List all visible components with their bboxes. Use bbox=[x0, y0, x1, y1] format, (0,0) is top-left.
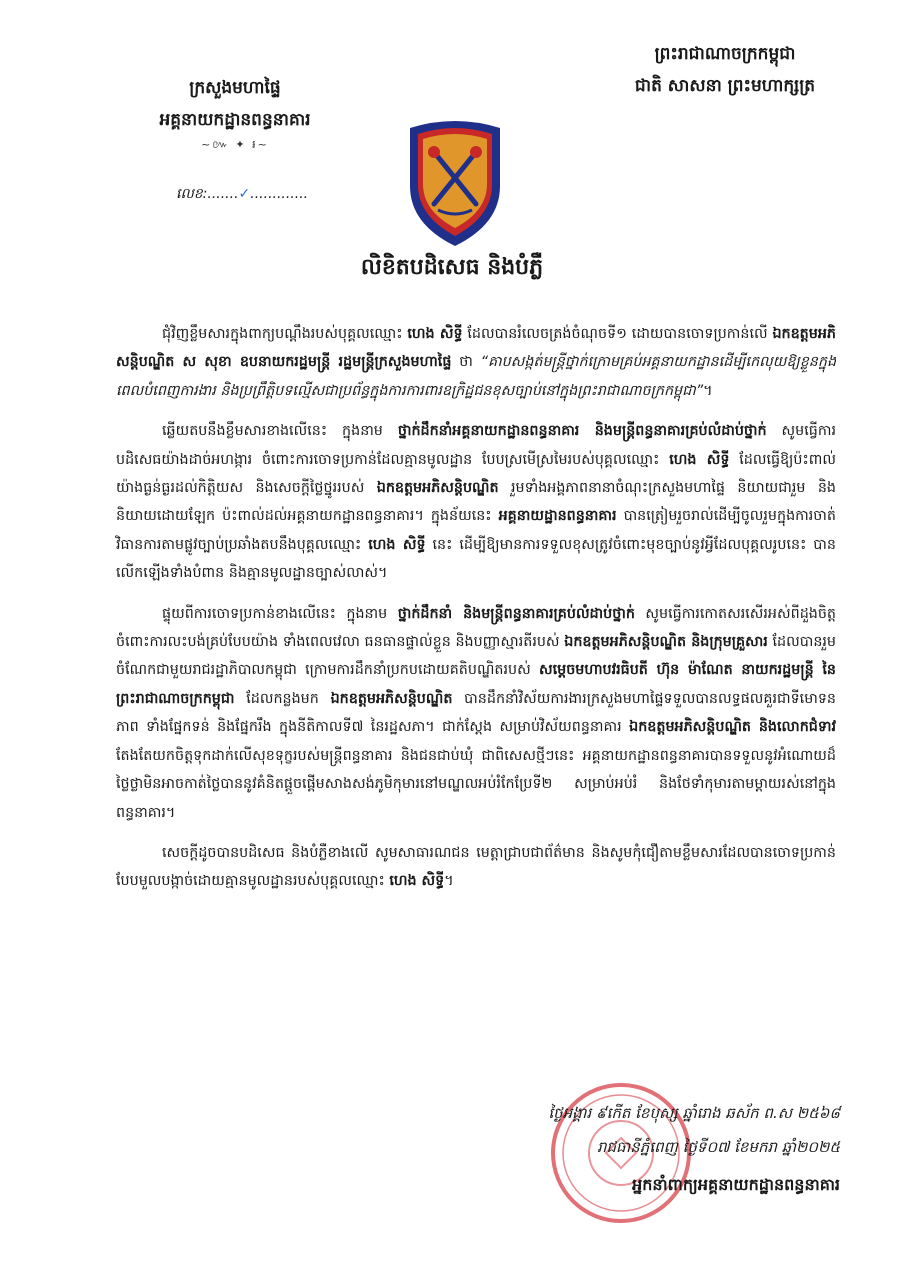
emphasized-text: ឯកឧត្តមអភិសន្តិបណ្ឌិត និងក្រុមគ្រួសារ bbox=[564, 634, 768, 651]
text-run: សូមធ្វើការកោតសរសើរអស់ពីដួងចិត្តចំពោះការលះបង់គ្រប់បែបយ៉ាង ទាំងពេលវេលា ធនធានផ្ទាល់ខ្លួន និងបញ្ញាស្មារតីរបស់ bbox=[116, 605, 836, 651]
text-run: ។ bbox=[444, 873, 454, 890]
prison-department-emblem bbox=[396, 112, 514, 252]
body-paragraph bbox=[116, 600, 836, 827]
emphasized-text: ឯកឧត្តមអភិសន្តិបណ្ឌិត bbox=[376, 480, 499, 497]
text-run: បានត្រៀមរួចរាល់ដើម្បីចូលរួមក្នុងការចាត់វិធានការតាមផ្លូវច្បាប់ប្រឆាំងតបនឹងបុគ្គលឈ្មោះ bbox=[116, 508, 836, 553]
text-run: ដែលបានរំលេចត្រង់ចំណុចទី១ ដោយបានចោទប្រកាន់លើ bbox=[462, 326, 773, 342]
text-run: ដែលបានរួមចំណែកជាមួយរាជរដ្ឋាភិបាលកម្ពុជា ក្រោមការដឹកនាំប្រកបដោយគតិបណ្ឌិតរបស់ bbox=[116, 634, 837, 679]
quoted-text: “គាបសង្កត់មន្ត្រីថ្នាក់ក្រោមគ្រប់អគ្គនាយកដ្ឋានដើម្បីកេលុយឱ្យខ្លួនក្នុងពេលបំពេញការងារ និងប្រព្រឹត្តិបទល្មើសជាប្រព័ន្ធក្នុងការការពារឧក្រិដ្ឋជនខុសច្បាប់នៅក្នុងព្រះរាជាណាចក្រកម្ពុជា” bbox=[116, 354, 837, 399]
text-run: ថា bbox=[451, 354, 481, 371]
check-mark-icon: ✓ bbox=[238, 186, 251, 202]
ref-label: លេខ:....... bbox=[176, 186, 239, 202]
emphasized-text: ហេង សិទ្ធី bbox=[669, 451, 730, 468]
text-run: ដែលកន្លងមក bbox=[234, 690, 331, 707]
kingdom-name: ព្រះរាជាណាចក្រកម្ពុជា bbox=[654, 44, 796, 64]
text-run: សូមធ្វើការបដិសេធយ៉ាងដាច់អហង្ការ ចំពោះការចោទប្រកាន់ដែលគ្មានមូលដ្ឋាន បែបស្រមើស្រមៃរបស់បុគ្គលឈ្មោះ bbox=[116, 423, 837, 468]
emphasized-text: ឯកឧត្តមអភិសន្តិបណ្ឌិត bbox=[330, 690, 453, 707]
text-run: ជុំវិញខ្លឹមសារក្នុងពាក្យបណ្តឹងរបស់បុគ្គលឈ្មោះ bbox=[162, 326, 408, 342]
body-paragraph bbox=[116, 417, 836, 587]
header-left bbox=[120, 72, 350, 154]
document-title: លិខិតបដិសេធ និងបំភ្លឺ bbox=[360, 255, 544, 280]
text-run: ឆ្លើយតបនឹងខ្លឹមសារខាងលើនេះ ក្នុងនាម bbox=[162, 423, 398, 440]
document-body bbox=[116, 320, 836, 908]
place-date: រាជធានីភ្នំពេញ ថ្ងៃទី០៧ ខែមករា ឆ្នាំ២០២៥ bbox=[596, 1138, 840, 1156]
reference-number bbox=[176, 184, 308, 205]
body-paragraph bbox=[116, 320, 836, 405]
lunar-date: ថ្ងៃអង្គារ ៩កើត ខែបុស្ស ឆ្នាំរោង ឆស័ក ព.ស ២៥៦៨ bbox=[548, 1104, 840, 1122]
emphasized-text: ឧបនាយករដ្ឋមន្ត្រី រដ្ឋមន្ត្រីក្រសួងមហាផ្ទៃ bbox=[231, 354, 452, 371]
emphasized-text: អគ្គនាយដ្ឋានពន្ធនាគារ bbox=[498, 508, 617, 525]
national-motto: ជាតិ សាសនា ព្រះមហាក្សត្រ bbox=[634, 76, 816, 96]
text-run: បានដឹកនាំវិស័យការងារក្រសួងមហាផ្ទៃទទួលបានលទ្ធផលគួរជាទីមោទនភាព ទាំងផ្នែកទន់ និងផ្នែករឹង ក្នុងនីតិកាលទី៧ នៃរដ្ឋសភា។ ជាក់ស្តែង សម្រាប់វិស័យពន្ធនាគារ bbox=[116, 690, 836, 736]
ornament-divider: ~៚ ✦ ៛~ bbox=[201, 138, 269, 151]
body-paragraph bbox=[116, 839, 836, 896]
emphasized-text: ឯកឧត្តមអភិសន្តិបណ្ឌិត ស សុខា bbox=[116, 326, 836, 371]
emphasized-text: ហេង សិទ្ធី bbox=[389, 873, 445, 890]
signature-block bbox=[430, 1096, 840, 1202]
emphasized-text: សម្តេចមហាបវរធិបតី ហ៊ុន ម៉ាណែត នាយករដ្ឋមន្ត្រី នៃព្រះរាជាណាចក្រកម្ពុជា bbox=[116, 662, 836, 707]
emphasized-text: ឯកឧត្តមអភិសន្តិបណ្ឌិត និងលោកជំទាវ bbox=[629, 719, 836, 736]
text-run: រួមទាំងអង្គភាពនានាចំណុះក្រសួងមហាផ្ទៃ និយាយជារួម និងនិយាយដោយឡែក ប៉ះពាល់ដល់អគ្គនាយកដ្ឋានពន្ធនាគារ។ ក្នុងន័យនេះ bbox=[116, 480, 837, 525]
department-name: អគ្គនាយកដ្ឋានពន្ធនាគារ bbox=[159, 110, 311, 130]
text-run: តែងតែយកចិត្តទុកដាក់លើសុខទុក្ខរបស់មន្ត្រីពន្ធនាគារ និងជនជាប់ឃុំ ជាពិសេសថ្មីៗនេះ អគ្គនាយកដ្ឋានពន្ធនាគារបានទទួលនូវអំណោយដ៏ថ្លៃថ្លាមិនអាចកាត់ថ្លៃបាននូវគំនិតផ្តួចផ្តើមសាងសង់ភូមិកុមារនៅមណ្ឌលអប់រំកែប្រែទី២ សម្រាប់អប់រំ និងថែទាំកុមារតាមម្តាយរស់នៅក្នុងពន្ធនាគារ។ bbox=[116, 747, 836, 821]
emphasized-text: ថ្នាក់ដឹកនាំ និងមន្ត្រីពន្ធនាគារគ្រប់លំដាប់ថ្នាក់ bbox=[397, 605, 635, 622]
text-run: ។ bbox=[703, 382, 713, 399]
emphasized-text: ហេង សិទ្ធី bbox=[368, 536, 426, 553]
text-run: សេចក្តីដូចបានបដិសេធ និងបំភ្លឺខាងលើ សូមសាធារណជន មេត្តាជ្រាបជាព័ត៌មាន និងសូមកុំជឿតាមខ្លឹមសារដែលបានចោទប្រកាន់បែបមួលបង្កាច់ដោយគ្មានមូលដ្ឋានរបស់បុគ្គលឈ្មោះ bbox=[116, 844, 836, 890]
emphasized-text: ហេង សិទ្ធី bbox=[407, 326, 463, 342]
header-right bbox=[600, 38, 850, 102]
ministry-name: ក្រសួងមហាផ្ទៃ bbox=[189, 78, 281, 98]
signer-title: អ្នកនាំពាក្យអគ្គនាយកដ្ឋានពន្ធនាគារ bbox=[632, 1175, 840, 1194]
text-run: នេះ ដើម្បីឱ្យមានការទទួលខុសត្រូវចំពោះមុខច្បាប់នូវអ្វីដែលបុគ្គលរូបនេះ បានលើកឡើងទាំងបំពាន និងគ្មានមូលដ្ឋានច្បាស់លាស់។ bbox=[116, 536, 836, 582]
text-run: ផ្ទុយពីការចោទប្រកាន់ខាងលើនេះ ក្នុងនាម bbox=[162, 605, 398, 622]
text-run: ដែលធ្វើឱ្យប៉ះពាល់យ៉ាងធ្ងន់ធ្ងរដល់កិត្តិយស និងសេចក្តីថ្លៃថ្នូររបស់ bbox=[116, 451, 836, 497]
ref-tail: ............. bbox=[250, 186, 309, 202]
emphasized-text: ថ្នាក់ដឹកនាំអគ្គនាយកដ្ឋានពន្ធនាគារ និងមន្ត្រីពន្ធនាគារគ្រប់លំដាប់ថ្នាក់ bbox=[397, 423, 767, 440]
